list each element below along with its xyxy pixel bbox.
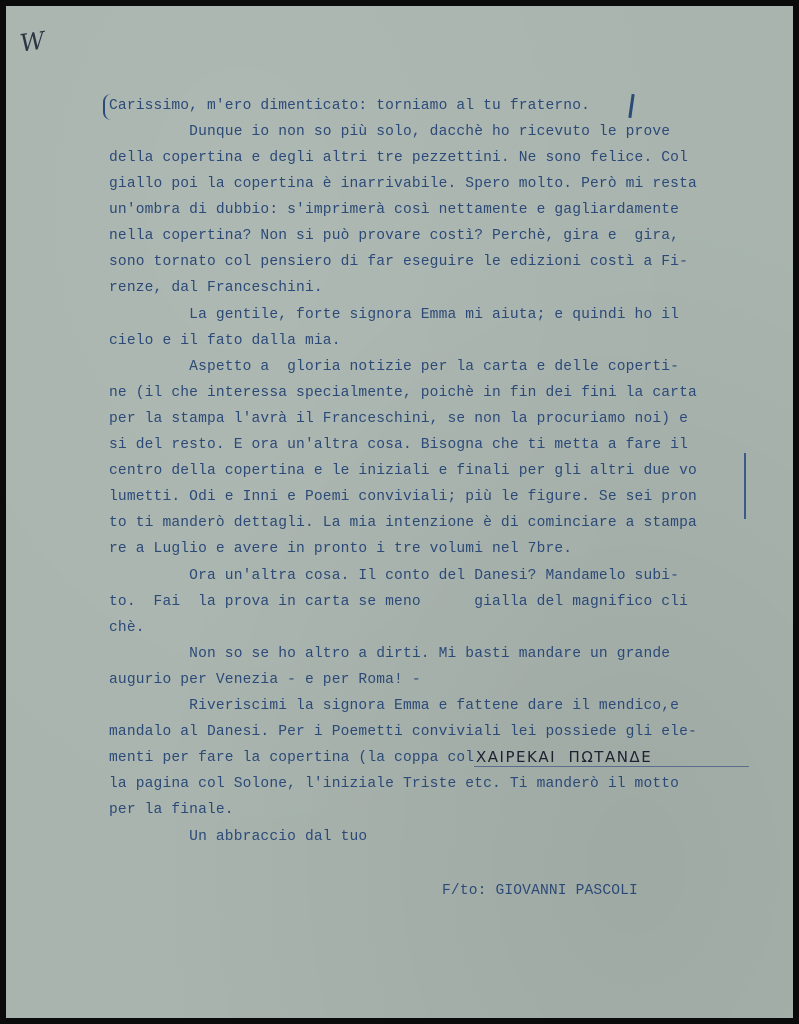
page-mark: W (18, 26, 47, 58)
text-line: nella copertina? Non si può provare costì? Perchè, gira e gira, (109, 228, 680, 244)
text-line: renze, dal Franceschini. (109, 280, 323, 296)
text-line: un'ombra di dubbio: s'imprimerà così nettamente e gagliardamente (109, 202, 680, 218)
text-line: La gentile, forte signora Emma mi aiuta; e quindi ho il (109, 307, 680, 323)
text-line: Non so se ho altro a dirti. Mi basti mandare un grande (109, 646, 671, 662)
text-line: per la finale. (109, 802, 234, 818)
text-line: Ora un'altra cosa. Il conto del Danesi? Mandamelo subi- (109, 568, 680, 584)
text-line: si del resto. E ora un'altra cosa. Bisogna che ti metta a fare il (109, 437, 688, 453)
signature: F/to: GIOVANNI PASCOLI (442, 883, 638, 899)
text-line: Un abbraccio dal tuo (109, 829, 368, 845)
text-line: re a Luglio e avere in pronto i tre volumi nel 7bre. (109, 541, 573, 557)
text-line: to ti manderò dettagli. La mia intenzione è di cominciare a stampa (109, 515, 697, 531)
text-line: centro della copertina e le iniziali e finali per gli altri due vo (109, 463, 697, 479)
text-line: augurio per Venezia - e per Roma! - (109, 672, 421, 688)
text-line: Dunque io non so più solo, dacchè ho ricevuto le prove (109, 124, 671, 140)
text-line: sono tornato col pensiero di far eseguire le edizioni costì a Fi- (109, 254, 688, 270)
text-line: Carissimo, m'ero dimenticato: torniamo al tu fraterno. (109, 98, 591, 114)
text-line: chè. (109, 620, 145, 636)
text-line: per la stampa l'avrà il Franceschini, se non la procuriamo noi) e (109, 411, 688, 427)
text-line: della copertina e degli altri tre pezzettini. Ne sono felice. Col (109, 150, 688, 166)
text-line: to. Fai la prova in carta se meno gialla del magnifico cli (109, 594, 688, 610)
text-line: mandalo al Danesi. Per i Poemetti conviviali lei possiede gli ele- (109, 724, 697, 740)
letter-body (6, 6, 793, 1018)
text-line: Riveriscimi la signora Emma e fattene dare il mendico,e (109, 698, 680, 714)
text-line: lumetti. Odi e Inni e Poemi conviviali; più le figure. Se sei pron (109, 489, 697, 505)
text-line: la pagina col Solone, l'iniziale Triste etc. Ti manderò il motto (109, 776, 680, 792)
letter-page (6, 6, 793, 1018)
greek-inscription: ΧΑΙΡΕΚΑΙ ΠΩΤΑΝΔΕ (476, 748, 653, 766)
text-line: cielo e il fato dalla mia. (109, 333, 341, 349)
text-line: giallo poi la copertina è inarrivabile. Spero molto. Però mi resta (109, 176, 697, 192)
text-line: Aspetto a gloria notizie per la carta e delle coperti- (109, 359, 680, 375)
text-line: menti per fare la copertina (la coppa col (109, 750, 475, 766)
text-line: ne (il che interessa specialmente, poichè in fin dei fini la carta (109, 385, 697, 401)
